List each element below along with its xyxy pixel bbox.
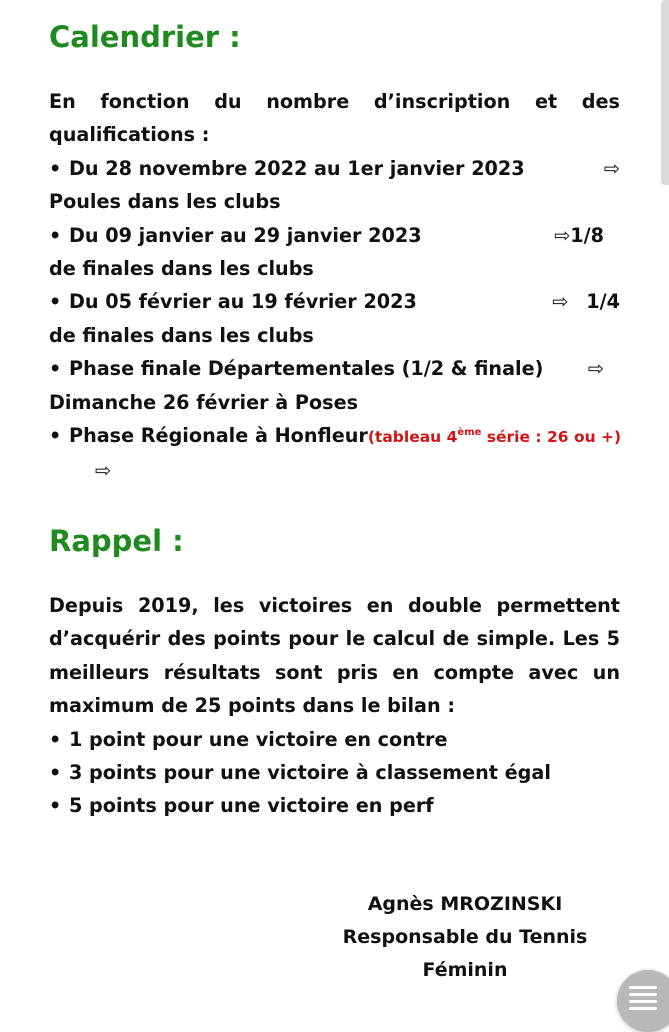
note-text: (tableau 4 (367, 428, 458, 447)
bullet: • (49, 156, 62, 180)
word: 2019, (137, 594, 199, 617)
signature-block (340, 888, 590, 987)
right-arrow-icon: ⇨ (552, 290, 569, 314)
scrollbar[interactable] (661, 0, 669, 185)
paragraph-line-last: maximum de 25 points dans le bilan : (49, 694, 456, 718)
intro-word: et (534, 90, 558, 113)
intro-line-1 (49, 85, 620, 118)
item-arrow-target: 1/4 (586, 290, 620, 314)
menu-lines-icon (629, 1000, 657, 1003)
intro-word: du (214, 90, 242, 113)
word: compte (433, 660, 514, 684)
bullet: • (49, 357, 62, 381)
item-date: Du 09 janvier au 29 janvier 2023 (69, 223, 422, 247)
regional-note (368, 421, 621, 454)
menu-lines-icon (629, 993, 657, 996)
paragraph-line (49, 656, 620, 689)
calendar-item-regional (49, 419, 620, 454)
word: un (592, 660, 620, 684)
item-arrow-target: 1/8 (570, 223, 604, 247)
item-continuation: Dimanche 26 février à Poses (49, 390, 359, 414)
intro-word: des (581, 90, 620, 113)
menu-button[interactable] (617, 970, 669, 1032)
signature-role: Responsable du Tennis (342, 926, 588, 948)
word: double (408, 594, 482, 617)
word: en (392, 660, 420, 684)
calendar-item (49, 285, 620, 318)
rule-text: 5 points pour une victoire en perf (69, 794, 434, 818)
paragraph-line (49, 622, 620, 655)
calendar-item (49, 219, 620, 252)
rule-text: 1 point pour une victoire en contre (69, 727, 448, 751)
bullet: • (49, 223, 62, 247)
item-date: Du 28 novembre 2022 au 1er janvier 2023 (69, 156, 525, 180)
item-continuation: de finales dans les clubs (49, 323, 314, 347)
intro-word: nombre (266, 90, 350, 113)
intro-word: En (49, 90, 76, 113)
right-arrow-icon: ⇨ (587, 357, 604, 381)
word: sont (274, 660, 323, 684)
word: permettent (496, 594, 620, 617)
word: en (366, 594, 394, 617)
word: Depuis (49, 594, 124, 617)
word: d’acquérir (49, 627, 161, 651)
note-text: série : 26 ou +) (481, 428, 622, 447)
menu-lines-icon (629, 1007, 657, 1010)
word: 5 (606, 627, 620, 651)
bullet: • (49, 727, 62, 751)
calendar-item (49, 152, 620, 185)
word: le (345, 627, 366, 651)
calendrier-section (49, 85, 620, 488)
rule-text: 3 points pour une victoire à classement égal (69, 761, 551, 785)
calendrier-title: Calendrier : (49, 20, 241, 54)
signature-name: Agnès MROZINSKI (367, 893, 563, 915)
word: de (442, 627, 470, 651)
signature-role: Féminin (422, 959, 508, 981)
item-continuation: Poules dans les clubs (49, 190, 281, 214)
bullet: • (49, 290, 62, 314)
rule-item (49, 723, 620, 756)
word: pris (336, 660, 379, 684)
word: victoires (258, 594, 353, 617)
intro-word: d’inscription (373, 90, 511, 113)
word: avec (528, 660, 579, 684)
bullet: • (49, 761, 62, 785)
item-continuation (49, 454, 620, 487)
word: calcul (372, 627, 436, 651)
word: simple. (476, 627, 556, 651)
rule-item (49, 789, 620, 822)
right-arrow-icon: ⇨ (554, 223, 571, 247)
word: meilleurs (49, 660, 150, 684)
bullet: • (49, 794, 62, 818)
rappel-section (49, 589, 620, 823)
word: Les (562, 627, 600, 651)
word: résultats (163, 660, 261, 684)
item-date: Phase Régionale à Honfleur (69, 424, 368, 448)
intro-line-2: qualifications : (49, 123, 210, 147)
item-date: Du 05 février au 19 février 2023 (69, 290, 417, 314)
rule-item (49, 756, 620, 789)
note-superscript: ème (457, 427, 482, 439)
bullet: • (49, 424, 62, 448)
word: les (213, 594, 245, 617)
item-date: Phase finale Départementales (1/2 & finale) (69, 357, 544, 381)
intro-word: fonction (100, 90, 190, 113)
word: pour (288, 627, 339, 651)
item-continuation: de finales dans les clubs (49, 257, 314, 281)
word: des (167, 627, 206, 651)
word: points (213, 627, 281, 651)
menu-lines-icon (629, 986, 657, 989)
paragraph-line (49, 589, 620, 622)
calendar-item (49, 352, 620, 385)
right-arrow-icon: ⇨ (95, 459, 112, 483)
rappel-title: Rappel : (49, 524, 184, 558)
right-arrow-icon: ⇨ (603, 156, 620, 180)
